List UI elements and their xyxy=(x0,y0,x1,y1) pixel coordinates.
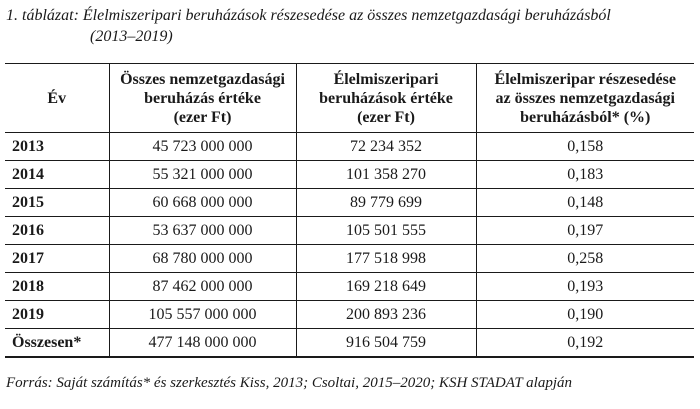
cell-share: 0,197 xyxy=(476,217,694,245)
table-source-note: Forrás: Saját számítás* és szerkesztés Kiss, 2013; Csoltai, 2015–2020; KSH STADAT alapján xyxy=(6,375,573,391)
cell-year: 2016 xyxy=(5,217,109,245)
cell-share: 0,158 xyxy=(476,133,694,161)
cell-year: 2019 xyxy=(5,301,109,329)
cell-total: 60 668 000 000 xyxy=(109,189,296,217)
cell-year: Összesen* xyxy=(5,329,109,358)
table-row xyxy=(5,217,694,245)
cell-total: 105 557 000 000 xyxy=(109,301,296,329)
cell-total: 477 148 000 000 xyxy=(109,329,296,358)
header-food-investment: Élelmiszeripari beruházások értéke (ezer Ft) xyxy=(296,64,476,133)
cell-total: 68 780 000 000 xyxy=(109,245,296,273)
cell-food: 105 501 555 xyxy=(296,217,476,245)
cell-food: 200 893 236 xyxy=(296,301,476,329)
investment-table xyxy=(5,63,694,358)
cell-year: 2013 xyxy=(5,133,109,161)
cell-food: 101 358 270 xyxy=(296,161,476,189)
cell-year: 2018 xyxy=(5,273,109,301)
cell-share: 0,148 xyxy=(476,189,694,217)
table-total-row xyxy=(5,329,694,358)
table-row xyxy=(5,133,694,161)
table-row xyxy=(5,161,694,189)
cell-food: 89 779 699 xyxy=(296,189,476,217)
cell-year: 2017 xyxy=(5,245,109,273)
cell-total: 87 462 000 000 xyxy=(109,273,296,301)
table-caption xyxy=(6,5,696,47)
cell-total: 53 637 000 000 xyxy=(109,217,296,245)
cell-share: 0,192 xyxy=(476,329,694,358)
cell-share: 0,258 xyxy=(476,245,694,273)
cell-year: 2014 xyxy=(5,161,109,189)
cell-share: 0,183 xyxy=(476,161,694,189)
caption-title: 1. táblázat: Élelmiszeripari beruházások részesedése az összes nemzetgazdasági beruházásból xyxy=(6,7,611,24)
cell-food: 916 504 759 xyxy=(296,329,476,358)
caption-period: (2013–2019) xyxy=(90,28,173,45)
cell-year: 2015 xyxy=(5,189,109,217)
cell-share: 0,190 xyxy=(476,301,694,329)
cell-food: 177 518 998 xyxy=(296,245,476,273)
table-header-row xyxy=(5,64,694,133)
cell-food: 169 218 649 xyxy=(296,273,476,301)
table-row xyxy=(5,301,694,329)
header-total-investment: Összes nemzetgazdasági beruházás értéke (ezer Ft) xyxy=(109,64,296,133)
cell-total: 45 723 000 000 xyxy=(109,133,296,161)
header-food-share: Élelmiszeripar részesedése az összes nemzetgazdasági beruházásból* (%) xyxy=(476,64,694,133)
cell-share: 0,193 xyxy=(476,273,694,301)
table-row xyxy=(5,273,694,301)
table-row xyxy=(5,245,694,273)
table-row xyxy=(5,189,694,217)
cell-food: 72 234 352 xyxy=(296,133,476,161)
cell-total: 55 321 000 000 xyxy=(109,161,296,189)
header-year: Év xyxy=(5,64,109,133)
